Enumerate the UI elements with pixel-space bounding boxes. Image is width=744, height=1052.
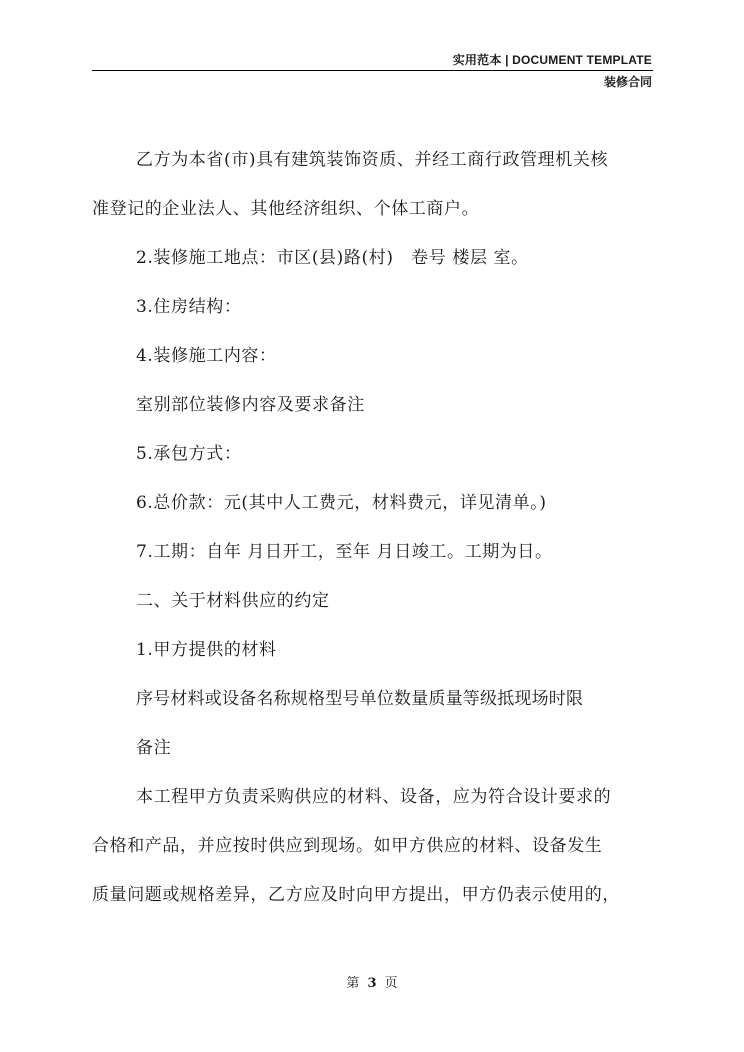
paragraph-line: 序号材料或设备名称规格型号单位数量质量等级抵现场时限 xyxy=(136,689,584,709)
paragraph-line: 3.住房结构： xyxy=(136,297,242,317)
header-subtitle: 装修合同 xyxy=(603,75,652,89)
paragraph-line: 备注 xyxy=(136,738,172,758)
paragraph-line: 7.工期：自年 月日开工，至年 月日竣工。工期为日。 xyxy=(136,542,553,562)
paragraph-line: 本工程甲方负责采购供应的材料、设备，应为符合设计要求的 xyxy=(136,787,612,807)
paragraph-line: 5.承包方式： xyxy=(136,444,242,464)
paragraph-line: 4.装修施工内容： xyxy=(136,346,277,366)
paragraph-line: 室别部位装修内容及要求备注 xyxy=(136,395,365,415)
page-footer xyxy=(0,975,744,993)
paragraph-line: 乙方为本省(市)具有建筑装饰资质、并经工商行政管理机关核 xyxy=(136,150,609,170)
document-body xyxy=(92,136,654,920)
paragraph-line: 质量问题或规格差异，乙方应及时向甲方提出，甲方仍表示使用的， xyxy=(92,885,620,905)
running-header xyxy=(453,52,652,68)
header-title: 实用范本 | DOCUMENT TEMPLATE xyxy=(452,53,652,67)
paragraph-line: 准登记的企业法人、其他经济组织、个体工商户。 xyxy=(92,199,480,219)
paragraph-line: 合格和产品，并应按时供应到现场。如甲方供应的材料、设备发生 xyxy=(92,836,603,856)
paragraph-line: 2.装修施工地点：市区(县)路(村) 卷号 楼层 室。 xyxy=(136,248,529,268)
header-divider xyxy=(92,70,653,71)
paragraph-line: 1.甲方提供的材料 xyxy=(136,640,277,660)
page-number: 3 xyxy=(367,976,377,991)
footer-suffix: 页 xyxy=(384,976,398,991)
paragraph-line: 6.总价款：元(其中人工费元，材料费元，详见清单。) xyxy=(136,493,547,513)
footer-prefix: 第 xyxy=(346,976,360,991)
section-heading: 二、关于材料供应的约定 xyxy=(136,591,330,611)
